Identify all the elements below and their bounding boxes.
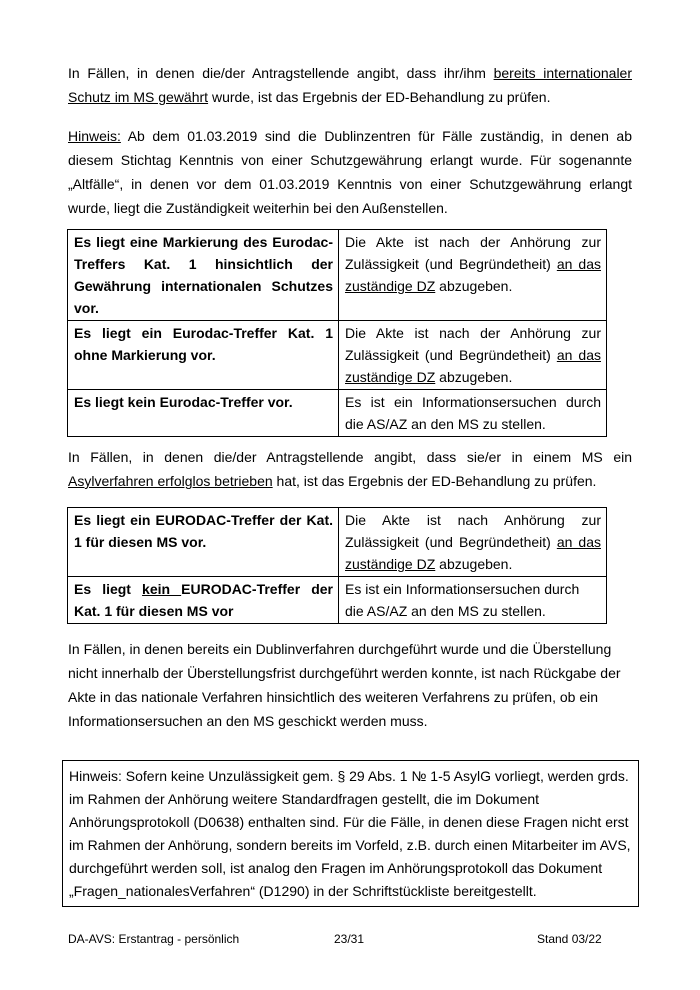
action-cell [339,390,607,437]
note-box-standard-questions: Hinweis: Sofern keine Unzulässigkeit gem. § 29 Abs. 1 № 1-5 AsylG vorliegt, werden grds. im Rahmen der Anhörung weitere Standardfragen gestellt, die im Dokument Anhörungsprotokoll (D0638) enthalten sind. Für die Fälle, in denen diese Fragen nicht erst im Rahmen der Anhörung, sondern bereits im Vorfeld, z.B. durch einen Mitarbeiter im AVS, durchgeführt werden soll, ist analog den Fragen im Anhörungsprotokoll das Dokument „Fragen_nationalesVerfahren“ (D1290) in der Schriftstückliste bereitgestellt. [62,760,639,907]
action-cell: Es ist ein Informationsersuchen durch die AS/AZ an den MS zu stellen. [339,577,607,624]
text: Die Akte ist nach der Anhörung zur Zulässigkeit (und Begründetheit) [345,234,601,272]
eurodac-protection-table [67,229,607,437]
text: wurde, ist das Ergebnis der ED-Behandlung zu prüfen. [208,89,551,105]
table-row [68,577,607,624]
text: Es ist ein Informationsersuchen durch die AS/AZ an den MS zu stellen. [345,394,601,432]
footer-document-title: DA-AVS: Erstantrag - persönlich [68,932,240,946]
underlined-phrase-protection: bereits internationaler Schutz im MS gewährt [68,65,633,105]
text: EURODAC-Treffer der Kat. 1 für diesen MS vor [74,581,334,619]
action-cell [339,230,607,321]
note-dublin-centers [68,124,632,220]
text: hat, ist das Ergebnis der ED-Behandlung zu prüfen. [272,473,597,489]
text: In Fällen, in denen die/der Antragstellende angibt, dass sie/er in einem MS ein [68,449,632,465]
table-row [68,390,607,437]
text: Es liegt [74,581,143,597]
condition-cell: Es liegt kein Eurodac-Treffer vor. [68,390,339,437]
intro-paragraph-asylum [68,445,632,493]
note-label: Hinweis: [68,128,121,144]
text: abzugeben. [435,556,513,572]
footer-page-number: 23/31 [334,932,365,946]
intro-paragraph-protection [68,61,632,109]
underlined-word: kein [142,581,182,597]
text: Die Akte ist nach der Anhörung zur Zulässigkeit (und Begründetheit) [345,325,601,363]
condition-cell: Es liegt eine Markierung des Eurodac-Treffers Kat. 1 hinsichtlich der Gewährung internationalen Schutzes vor. [68,230,339,321]
eurodac-asylum-table [67,507,607,624]
action-cell [339,321,607,390]
underlined-phrase-asylum: Asylverfahren erfolglos betrieben [68,473,273,489]
table-row [68,321,607,390]
condition-cell: Es liegt ein Eurodac-Treffer Kat. 1 ohne Markierung vor. [68,321,339,390]
condition-cell: Es liegt ein EURODAC-Treffer der Kat. 1 für diesen MS vor. [68,508,339,577]
text: abzugeben. [435,369,513,385]
text: Die Akte ist nach Anhörung zur Zulässigkeit (und Begründetheit) [345,512,601,550]
action-cell [339,508,607,577]
underlined-phrase: an das zuständige DZ [345,256,601,294]
footer-version: Stand 03/22 [537,932,602,946]
underlined-phrase: an das zuständige DZ [345,534,601,572]
note-text: Ab dem 01.03.2019 sind die Dublinzentren für Fälle zuständig, in denen ab diesem Stichtag Kenntnis von einer Schutzgewährung erlangt wurde. Für sogenannte „Altfälle“, in denen vor dem 01.03.2019 Kenntnis von einer Schutzgewährung erlangt wurde, liegt die Zuständigkeit weiterhin bei den Außenstellen. [68,128,632,216]
condition-cell [68,577,339,624]
dublin-procedure-paragraph: In Fällen, in denen bereits ein Dublinverfahren durchgeführt wurde und die Überstellung nicht innerhalb der Überstellungsfrist durchgeführt werden konnte, ist nach Rückgabe der Akte in das nationale Verfahren hinsichtlich des weiteren Verfahrens zu prüfen, ob ein Informationsersuchen an den MS geschickt werden muss. [68,641,621,729]
table-row [68,230,607,321]
table-row [68,508,607,577]
text: abzugeben. [435,278,513,294]
underlined-phrase: an das zuständige DZ [345,347,601,385]
text: In Fällen, in denen die/der Antragstellende angibt, dass ihr/ihm [68,65,494,81]
